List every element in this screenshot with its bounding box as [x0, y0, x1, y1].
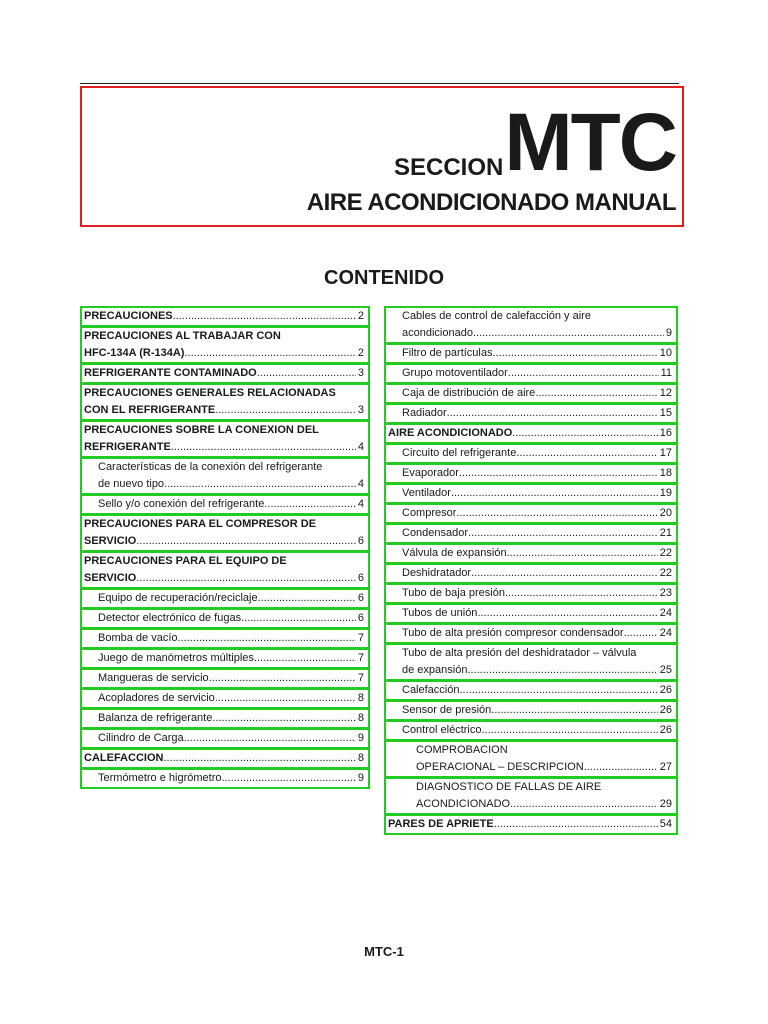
toc-entry-title: Calefacción — [402, 684, 460, 696]
toc-entry[interactable] — [384, 403, 678, 424]
dot-leader — [510, 796, 658, 813]
toc-entry-title: acondicionado — [402, 327, 473, 339]
toc-entry[interactable] — [384, 443, 678, 464]
toc-entry-title: OPERACIONAL – DESCRIPCION — [416, 761, 584, 773]
toc-entry-title: DIAGNOSTICO DE FALLAS DE AIRE — [416, 781, 602, 793]
toc-page-number: 7 — [357, 632, 364, 644]
toc-page-number: 25 — [659, 664, 672, 676]
dot-leader — [624, 625, 658, 642]
section-title: AIRE ACONDICIONADO MANUAL — [306, 189, 676, 216]
toc-entry-title: Juego de manómetros múltiples — [98, 652, 254, 664]
toc-page-number: 2 — [357, 347, 364, 359]
toc-page-number: 23 — [659, 587, 672, 599]
toc-entry-title: Termómetro e higrómetro — [98, 772, 222, 784]
toc-entry-title: Circuito del refrigerante — [402, 447, 517, 459]
dot-leader — [507, 545, 658, 562]
contents-heading: CONTENIDO — [324, 267, 444, 289]
toc-page-number: 6 — [357, 535, 364, 547]
toc-entry[interactable] — [80, 306, 370, 327]
toc-entry-title: Tubos de unión — [402, 607, 478, 619]
toc-page-number: 16 — [659, 427, 672, 439]
toc-entry-title: Bomba de vacío — [98, 632, 178, 644]
dot-leader — [535, 385, 657, 402]
dot-leader — [136, 533, 356, 550]
toc-entry[interactable] — [384, 814, 678, 835]
toc-entry[interactable] — [80, 551, 370, 589]
toc-entry-title: Sello y/o conexión del refrigerante — [98, 498, 265, 510]
dot-leader — [491, 702, 657, 719]
toc-entry[interactable] — [384, 543, 678, 564]
toc-entry-title: AIRE ACONDICIONADO — [388, 427, 513, 439]
dot-leader — [209, 670, 356, 687]
toc-page-number: 54 — [659, 818, 672, 830]
toc-entry[interactable] — [384, 483, 678, 504]
toc-entry[interactable] — [384, 343, 678, 364]
dot-leader — [447, 405, 658, 422]
section-title-box — [80, 86, 684, 227]
toc-page-number: 19 — [659, 487, 672, 499]
dot-leader — [136, 570, 356, 587]
toc-entry-title: PRECAUCIONES GENERALES RELACIONADAS — [84, 387, 336, 399]
toc-page-number: 26 — [659, 684, 672, 696]
toc-entry[interactable] — [384, 503, 678, 524]
toc-entry-title: PRECAUCIONES PARA EL EQUIPO DE — [84, 555, 287, 567]
toc-entry-title: Condensador — [402, 527, 469, 539]
toc-entry-title: Control eléctrico — [402, 724, 482, 736]
toc-entry[interactable] — [384, 623, 678, 644]
toc-entry[interactable] — [80, 457, 370, 495]
toc-page-number: 3 — [357, 404, 364, 416]
toc-entry[interactable] — [384, 583, 678, 604]
toc-column-right — [384, 307, 678, 835]
toc-page-number: 6 — [357, 592, 364, 604]
toc-page-number: 9 — [357, 732, 364, 744]
toc-page-number: 4 — [357, 478, 364, 490]
toc-entry-title: Equipo de recuperación/reciclaje — [98, 592, 258, 604]
toc-page-number: 18 — [659, 467, 672, 479]
toc-page-number: 29 — [659, 798, 672, 810]
toc-entry-title: PRECAUCIONES AL TRABAJAR CON — [84, 330, 281, 342]
toc-entry-title: SERVICIO — [84, 535, 137, 547]
toc-entry[interactable] — [384, 720, 678, 741]
toc-entry-title: Sensor de presión — [402, 704, 492, 716]
toc-entry[interactable] — [80, 588, 370, 609]
toc-entry[interactable] — [80, 420, 370, 458]
toc-page-number: 7 — [357, 672, 364, 684]
dot-leader — [512, 425, 657, 442]
toc-entry-title: SERVICIO — [84, 572, 137, 584]
toc-entry[interactable] — [384, 523, 678, 544]
toc-entry[interactable] — [384, 363, 678, 384]
dot-leader — [164, 476, 356, 493]
dot-leader — [184, 730, 356, 747]
toc-page-number: 8 — [357, 752, 364, 764]
toc-page-number: 15 — [659, 407, 672, 419]
dot-leader — [451, 485, 658, 502]
toc-entry-title: Radiador — [402, 407, 447, 419]
toc-entry[interactable] — [80, 494, 370, 515]
dot-leader — [459, 682, 657, 699]
toc-entry[interactable] — [384, 680, 678, 701]
section-word: SECCION — [394, 154, 504, 181]
toc-entry-title: CON EL REFRIGERANTE — [84, 404, 216, 416]
toc-page-number: 4 — [357, 498, 364, 510]
dot-leader — [173, 308, 356, 325]
toc-entry[interactable] — [80, 728, 370, 749]
toc-entry-title: Acopladores de servicio — [98, 692, 215, 704]
toc-entry[interactable] — [384, 700, 678, 721]
toc-entry-title: ACONDICIONADO — [416, 798, 511, 810]
toc-page-number: 26 — [659, 704, 672, 716]
toc-page-number: 22 — [659, 567, 672, 579]
dot-leader — [222, 770, 356, 787]
toc-entry-title: Grupo motoventilador — [402, 367, 508, 379]
toc-entry[interactable] — [80, 768, 370, 789]
toc-entry-title: Tubo de alta presión del deshidratador – válvula — [402, 647, 637, 659]
dot-leader — [505, 585, 658, 602]
toc-page-number: 3 — [357, 367, 364, 379]
toc-entry-title: Válvula de expansión — [402, 547, 507, 559]
toc-entry[interactable] — [80, 608, 370, 629]
toc-entry-title: COMPROBACION — [416, 744, 508, 756]
toc-entry[interactable] — [384, 306, 678, 344]
toc-page-number: 22 — [659, 547, 672, 559]
toc-entry[interactable] — [80, 708, 370, 729]
toc-entry[interactable] — [80, 514, 370, 552]
toc-entry[interactable] — [80, 748, 370, 769]
dot-leader — [254, 650, 356, 667]
toc-entry-title: Características de la conexión del refrigerante — [98, 461, 323, 473]
dot-leader — [456, 505, 657, 522]
dot-leader — [264, 496, 356, 513]
toc-entry-title: Filtro de partículas — [402, 347, 493, 359]
toc-entry[interactable] — [80, 648, 370, 669]
page-number: MTC-1 — [364, 944, 404, 959]
header-rule — [80, 83, 679, 84]
toc-page-number: 10 — [659, 347, 672, 359]
toc-entry[interactable] — [80, 383, 370, 421]
toc-page-number: 12 — [659, 387, 672, 399]
toc-column-left — [80, 307, 370, 789]
toc-page-number: 24 — [659, 607, 672, 619]
section-code: MTC — [504, 97, 676, 188]
toc-entry[interactable] — [384, 463, 678, 484]
toc-page-number: 17 — [659, 447, 672, 459]
toc-entry[interactable] — [384, 740, 678, 778]
toc-entry[interactable] — [384, 423, 678, 444]
dot-leader — [212, 710, 356, 727]
toc-page-number: 7 — [357, 652, 364, 664]
toc-entry-title: de nuevo tipo — [98, 478, 165, 490]
toc-page-number: 6 — [357, 572, 364, 584]
toc-page-number: 9 — [357, 772, 364, 784]
toc-entry-title: REFRIGERANTE CONTAMINADO — [84, 367, 257, 379]
toc-entry[interactable] — [384, 643, 678, 681]
toc-entry[interactable] — [80, 363, 370, 384]
toc-entry-title: Mangueras de servicio — [98, 672, 209, 684]
toc-entry-title: PARES DE APRIETE — [388, 818, 494, 830]
dot-leader — [584, 759, 658, 776]
dot-leader — [258, 590, 356, 607]
toc-page-number: 21 — [659, 527, 672, 539]
toc-entry[interactable] — [80, 628, 370, 649]
toc-entry-title: Balanza de refrigerante — [98, 712, 213, 724]
dot-leader — [467, 662, 657, 679]
toc-entry[interactable] — [80, 688, 370, 709]
toc-entry-title: Cilindro de Carga — [98, 732, 184, 744]
dot-leader — [215, 690, 356, 707]
toc-entry-title: PRECAUCIONES — [84, 310, 173, 322]
toc-entry-title: de expansión — [402, 664, 468, 676]
dot-leader — [459, 465, 658, 482]
dot-leader — [241, 610, 356, 627]
dot-leader — [184, 345, 355, 362]
toc-page-number: 2 — [357, 310, 364, 322]
toc-entry[interactable] — [384, 777, 678, 815]
dot-leader — [492, 345, 657, 362]
toc-page-number: 4 — [357, 441, 364, 453]
dot-leader — [494, 816, 658, 833]
dot-leader — [215, 402, 356, 419]
dot-leader — [516, 445, 657, 462]
dot-leader — [471, 565, 658, 582]
toc-page-number: 6 — [357, 612, 364, 624]
toc-page-number: 8 — [357, 712, 364, 724]
toc-entry-title: Detector electrónico de fugas — [98, 612, 242, 624]
dot-leader — [171, 439, 356, 456]
toc-entry[interactable] — [384, 383, 678, 404]
dot-leader — [481, 722, 657, 739]
toc-entry-title: PRECAUCIONES SOBRE LA CONEXION DEL — [84, 424, 319, 436]
toc-entry-title: REFRIGERANTE — [84, 441, 171, 453]
toc-page-number: 24 — [659, 627, 672, 639]
toc-entry-title: Ventilador — [402, 487, 451, 499]
toc-entry[interactable] — [384, 563, 678, 584]
toc-page-number: 26 — [659, 724, 672, 736]
toc-entry-title: Tubo de alta presión compresor condensador — [402, 627, 624, 639]
toc-entry-title: CALEFACCION — [84, 752, 164, 764]
dot-leader — [477, 605, 657, 622]
toc-entry[interactable] — [80, 326, 370, 364]
toc-entry-title: Tubo de baja presión — [402, 587, 505, 599]
dot-leader — [163, 750, 355, 767]
dot-leader — [508, 365, 659, 382]
toc-page-number: 11 — [660, 367, 672, 379]
toc-page-number: 27 — [659, 761, 672, 773]
toc-page-number: 20 — [659, 507, 672, 519]
toc-entry-title: Deshidratador — [402, 567, 472, 579]
dot-leader — [257, 365, 356, 382]
toc-entry-title: PRECAUCIONES PARA EL COMPRESOR DE — [84, 518, 317, 530]
toc-entry-title: Cables de control de calefacción y aire — [402, 310, 591, 322]
toc-entry[interactable] — [80, 668, 370, 689]
dot-leader — [473, 325, 664, 342]
dot-leader — [178, 630, 356, 647]
toc-entry[interactable] — [384, 603, 678, 624]
toc-page-number: 9 — [665, 327, 672, 339]
toc-entry-title: Caja de distribución de aire — [402, 387, 536, 399]
toc-entry-title: Compresor — [402, 507, 457, 519]
toc-entry-title: Evaporador — [402, 467, 459, 479]
toc-page-number: 8 — [357, 692, 364, 704]
dot-leader — [468, 525, 658, 542]
toc-entry-title: HFC-134A (R-134A) — [84, 347, 185, 359]
